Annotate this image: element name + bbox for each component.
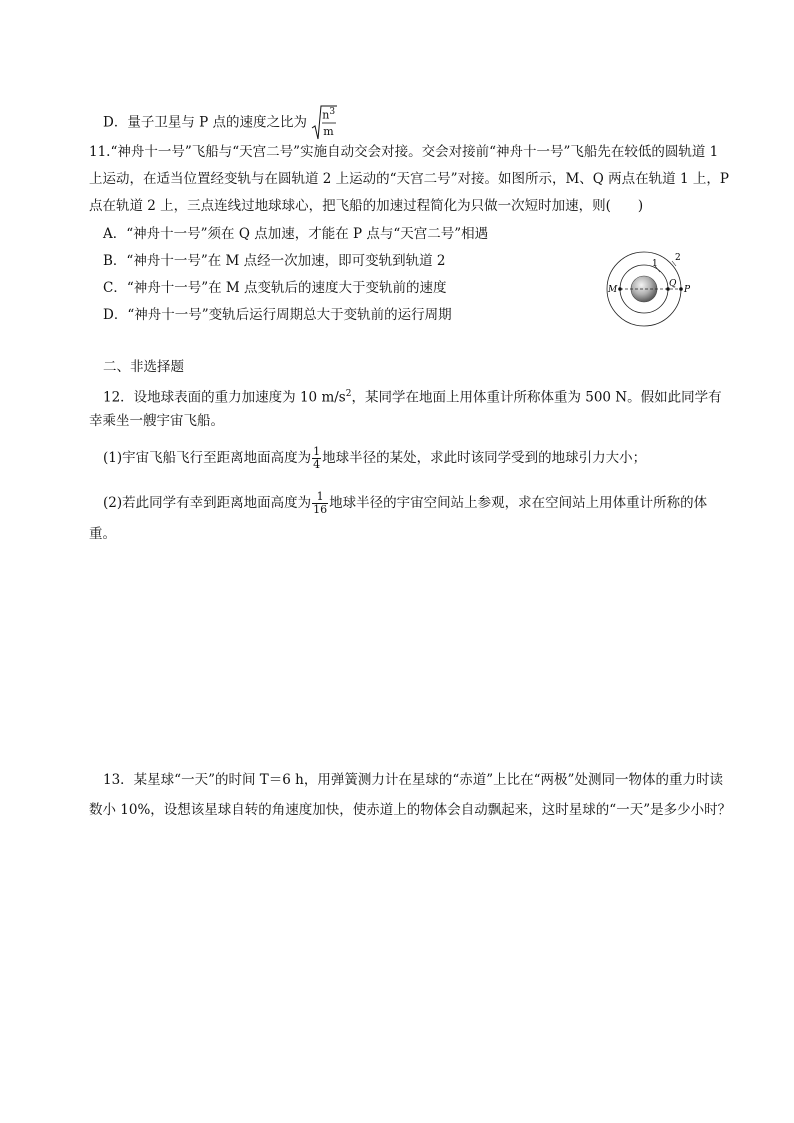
fraction-denominator: 16 xyxy=(313,503,328,516)
earth xyxy=(631,276,657,302)
fraction-numerator: 1 xyxy=(312,491,328,504)
radicand-exponent: 3 xyxy=(329,107,336,117)
sqrt-expression xyxy=(311,104,337,142)
q12-part2-prefix: (2)若此同学有幸到距离地面高度为 xyxy=(103,495,312,511)
q12-stem-line1 xyxy=(103,384,722,408)
point-p xyxy=(679,287,683,291)
section-heading: 二、非选择题 xyxy=(103,359,184,375)
fraction-one-quarter xyxy=(312,446,321,471)
q12-part2-suffix: 地球半径的宇宙空间站上参观，求在空间站上用体重计所称的体 xyxy=(329,495,708,511)
q11-stem-line3: 点在轨道 2 上，三点连线过地球球心，把飞船的加速过程简化为只做一次短时加速，则( ) xyxy=(89,198,644,214)
q12-part1-prefix: (1)宇宙飞船飞行至距离地面高度为 xyxy=(103,450,312,466)
q12-stem-line2: 幸乘坐一艘宇宙飞船。 xyxy=(89,413,224,429)
q12-part1-suffix: 地球半径的某处，求此时该同学受到的地球引力大小； xyxy=(322,450,647,466)
radicand-numerator: n xyxy=(322,108,330,122)
fraction-one-sixteenth xyxy=(312,491,328,516)
q11-stem-line1: 11.“神舟十一号”飞船与“天宫二号”实施自动交会对接。交会对接前“神舟十一号”飞船先在较低的圆轨道 1 xyxy=(89,144,719,160)
q12-part2-line2: 重。 xyxy=(89,526,116,542)
label-q: Q xyxy=(669,279,677,289)
q11-option-d: D．“神舟十一号”变轨后运行周期总大于变轨前的运行周期 xyxy=(103,307,452,323)
point-m xyxy=(618,287,622,291)
q10-option-d-text: D．量子卫星与 P 点的速度之比为 xyxy=(103,114,307,131)
label-orbit-1: 1 xyxy=(652,259,658,269)
radicand-denominator: m xyxy=(323,125,334,138)
label-orbit-2: 2 xyxy=(675,253,681,263)
q12-part1 xyxy=(103,446,646,471)
q12-stem-line1-b: ，某同学在地面上用体重计所称体重为 500 N。假如此同学有 xyxy=(351,389,722,406)
q11-option-c: C．“神舟十一号”在 M 点变轨后的速度大于变轨前的速度 xyxy=(103,280,447,296)
q13-stem-line1: 13．某星球“一天”的时间 T＝6 h，用弹簧测力计在星球的“赤道”上比在“两极”处测同一物体的重力时读 xyxy=(103,772,723,788)
q11-option-a: A．“神舟十一号”须在 Q 点加速，才能在 P 点与“天宫二号”相遇 xyxy=(103,226,489,242)
q12-stem-line1-a: 12．设地球表面的重力加速度为 10 m/s xyxy=(103,389,346,406)
q11-stem-line2: 上运动，在适当位置经变轨与在圆轨道 2 上运动的“天宫二号”对接。如图所示，M、Q 两点在轨道 1 上，P xyxy=(89,171,729,187)
fraction-denominator: 4 xyxy=(313,458,321,471)
fraction-numerator: 1 xyxy=(313,445,321,458)
q10-option-d xyxy=(103,104,337,142)
orbit-diagram xyxy=(600,248,694,330)
q11-option-b: B．“神舟十一号”在 M 点经一次加速，即可变轨到轨道 2 xyxy=(103,253,446,269)
q12-part2 xyxy=(103,491,707,516)
label-m: M xyxy=(608,285,618,295)
q13-stem-line2: 数小 10%，设想该星球自转的角速度加快，使赤道上的物体会自动飘起来，这时星球的“一天”是多少小时？ xyxy=(89,802,732,818)
label-p: P xyxy=(684,285,691,295)
q12-unit-exponent: 2 xyxy=(345,389,352,399)
